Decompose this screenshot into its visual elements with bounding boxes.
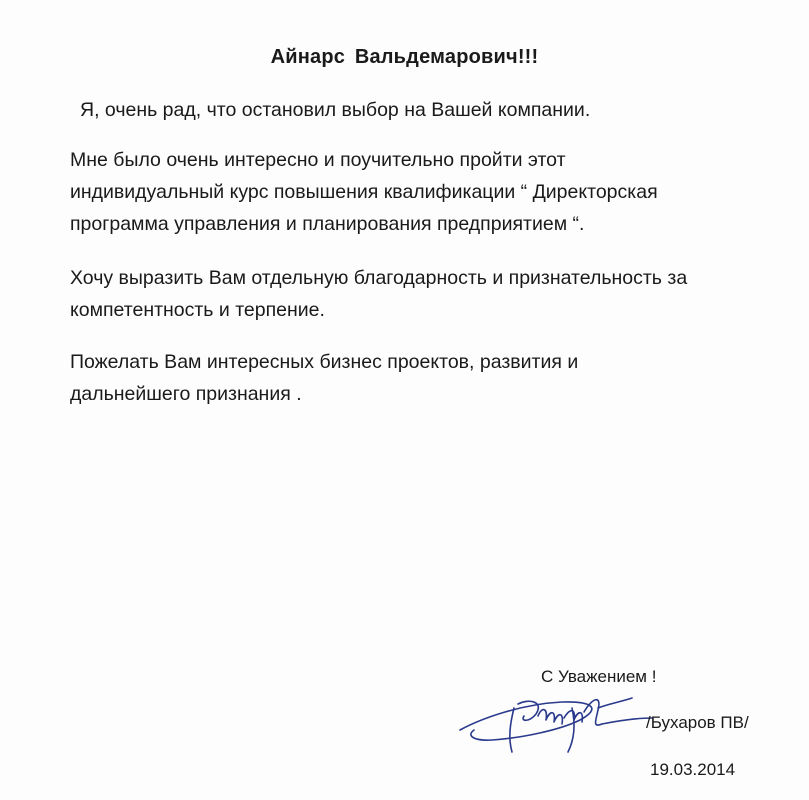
paragraph-choice — [80, 94, 800, 126]
handwritten-signature — [452, 668, 672, 768]
closing-phrase: С Уважением ! — [541, 667, 657, 686]
paragraph-line: Хочу выразить Вам отдельную благодарность и признательность за — [70, 267, 688, 289]
signer-name: /Бухаров ПВ/ — [646, 713, 749, 732]
paragraph-line: компетентность и терпение. — [70, 299, 325, 321]
paragraph-line: программа управления и планирования предприятием “. — [70, 213, 585, 235]
paragraph-line: Пожелать Вам интересных бизнес проектов, развития и — [70, 351, 579, 373]
paragraph-course — [70, 144, 790, 240]
paragraph-line: Я, очень рад, что остановил выбор на Вашей компании. — [80, 99, 591, 121]
paragraph-gratitude — [70, 262, 790, 326]
paragraph-wishes — [70, 346, 790, 410]
paragraph-line: индивидуальный курс повышения квалификации “ Директорская — [70, 181, 658, 203]
salutation: Айнарс Вальдемарович!!! — [270, 46, 539, 68]
paragraph-line: Мне было очень интересно и поучительно пройти этот — [70, 149, 566, 171]
letter-date: 19.03.2014 — [650, 760, 736, 779]
paragraph-line: дальнейшего признания . — [70, 383, 302, 405]
